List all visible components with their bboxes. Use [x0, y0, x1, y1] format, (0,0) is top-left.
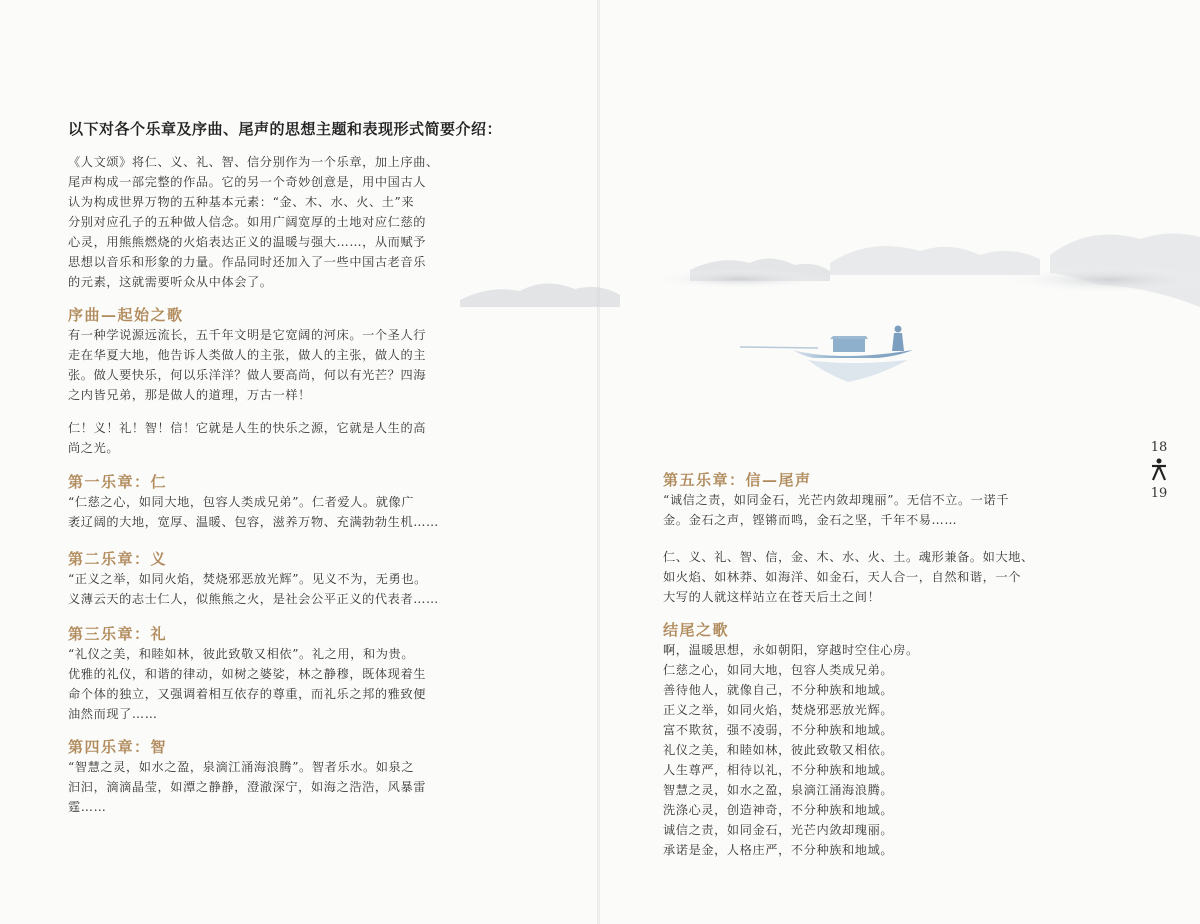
- section-body-zhi: “智慧之灵，如水之盈，泉滴江涌海浪腾”。智者乐水。如泉之 汩汩，滴滴晶莹，如潭之静静，澄澈深宁，如海之浩浩，风暴雷 霆……: [68, 760, 427, 814]
- section-title-ending: 结尾之歌: [663, 621, 730, 639]
- ending-poem: 啊，温暖思想，永如朝阳，穿越时空住心房。 仁慈之心，如同大地，包容人类成兄弟。 善待他人，就像自己，不分种族和地域。 正义之举，如同火焰，焚烧邪恶放光辉。 富不欺贫，强不凌弱，不分种族和地域。 礼仪之美，和睦如林，彼此致敬又相依。 人生尊严，相待以礼，不分种族和地域。 智慧之灵，如水之盈，泉滴江涌海浪腾。 洗涤心灵，创造神奇，不分种族和地域。 诚信之责，如同金石，光芒内敛却瑰丽。 承诺是金，人格庄严，不分种族和地域。: [663, 643, 919, 857]
- section-title-zhi: 第四乐章：智: [68, 738, 168, 756]
- section-body-xin: “诚信之责，如同金石，光芒内敛却瑰丽”。无信不立。一诺千 金。金石之声，铿锵而鸣，金石之坚，千年不易……: [663, 493, 1010, 527]
- section-body-prelude-2: 仁！义！礼！智！信！它就是人生的快乐之源，它就是人生的高 尚之光。: [68, 421, 427, 455]
- section-title-li: 第三乐章：礼: [68, 625, 168, 643]
- intro-paragraph: 《人文颂》将仁、义、礼、智、信分别作为一个乐章，加上序曲、 尾声构成一部完整的作品。它的另一个奇妙创意是，用中国古人 认为构成世界万物的五种基本元素：“金、木、水、火、土”来 分别对应孔子的五种做人信念。如用广阔宽厚的土地对应仁慈的 心灵，用熊熊燃烧的火焰表达正义的温暖与强大……，从而赋予 思想以音乐和形象的力量。作品同时还加入了一些中国古老音乐 的元素，这就需要听众从中体会了。: [68, 155, 439, 289]
- section-title-prelude: 序曲—起始之歌: [68, 306, 184, 324]
- page-heading: 以下对各个乐章及序曲、尾声的思想主题和表现形式简要介绍：: [68, 120, 503, 138]
- page-number-right: 19: [1150, 486, 1168, 501]
- section-body-ren: “仁慈之心，如同大地，包容人类成兄弟”。仁者爱人。就像广 袤辽阔的大地，宽厚、温暖、包容，滋养万物、充满勃勃生机……: [68, 495, 439, 529]
- section-body-yi: “正义之举，如同火焰，焚烧邪恶放光辉”。见义不为，无勇也。 义薄云天的志士仁人，似熊熊之火，是社会公平正义的代表者……: [68, 572, 439, 606]
- walking-figure-icon: [1149, 458, 1169, 482]
- section-title-yi: 第二乐章：义: [68, 550, 168, 568]
- page-number-left: 18: [1150, 440, 1168, 455]
- section-title-xin: 第五乐章：信—尾声: [663, 471, 812, 489]
- boat-silhouette-icon: [738, 320, 923, 390]
- section-title-ren: 第一乐章：仁: [68, 473, 168, 491]
- mountain-mist-illustration: [450, 215, 1200, 315]
- section-body-prelude: 有一种学说源远流长，五千年文明是它宽阔的河床。一个圣人行 走在华夏大地，他告诉人类做人的主张，做人的主张，做人的主 张。做人要快乐，何以乐洋洋？做人要高尚，何以有光芒？四海 之内皆兄弟，那是做人的道理，万古一样！: [68, 328, 427, 402]
- section-body-li: “礼仪之美，和睦如林，彼此致敬又相依”。礼之用，和为贵。 优雅的礼仪，和谐的律动，如树之婆娑，林之静穆，既体现着生 命个体的独立，又强调着相互依存的尊重，而礼乐之邦的雅致便 油然而现了……: [68, 647, 427, 721]
- book-spine: [597, 0, 600, 924]
- section-body-xin-2: 仁、义、礼、智、信，金、木、水、火、土。魂形兼备。如大地、 如火焰、如林莽、如海洋、如金石，天人合一，自然和谐，一个 大写的人就这样站立在苍天后土之间！: [663, 550, 1034, 604]
